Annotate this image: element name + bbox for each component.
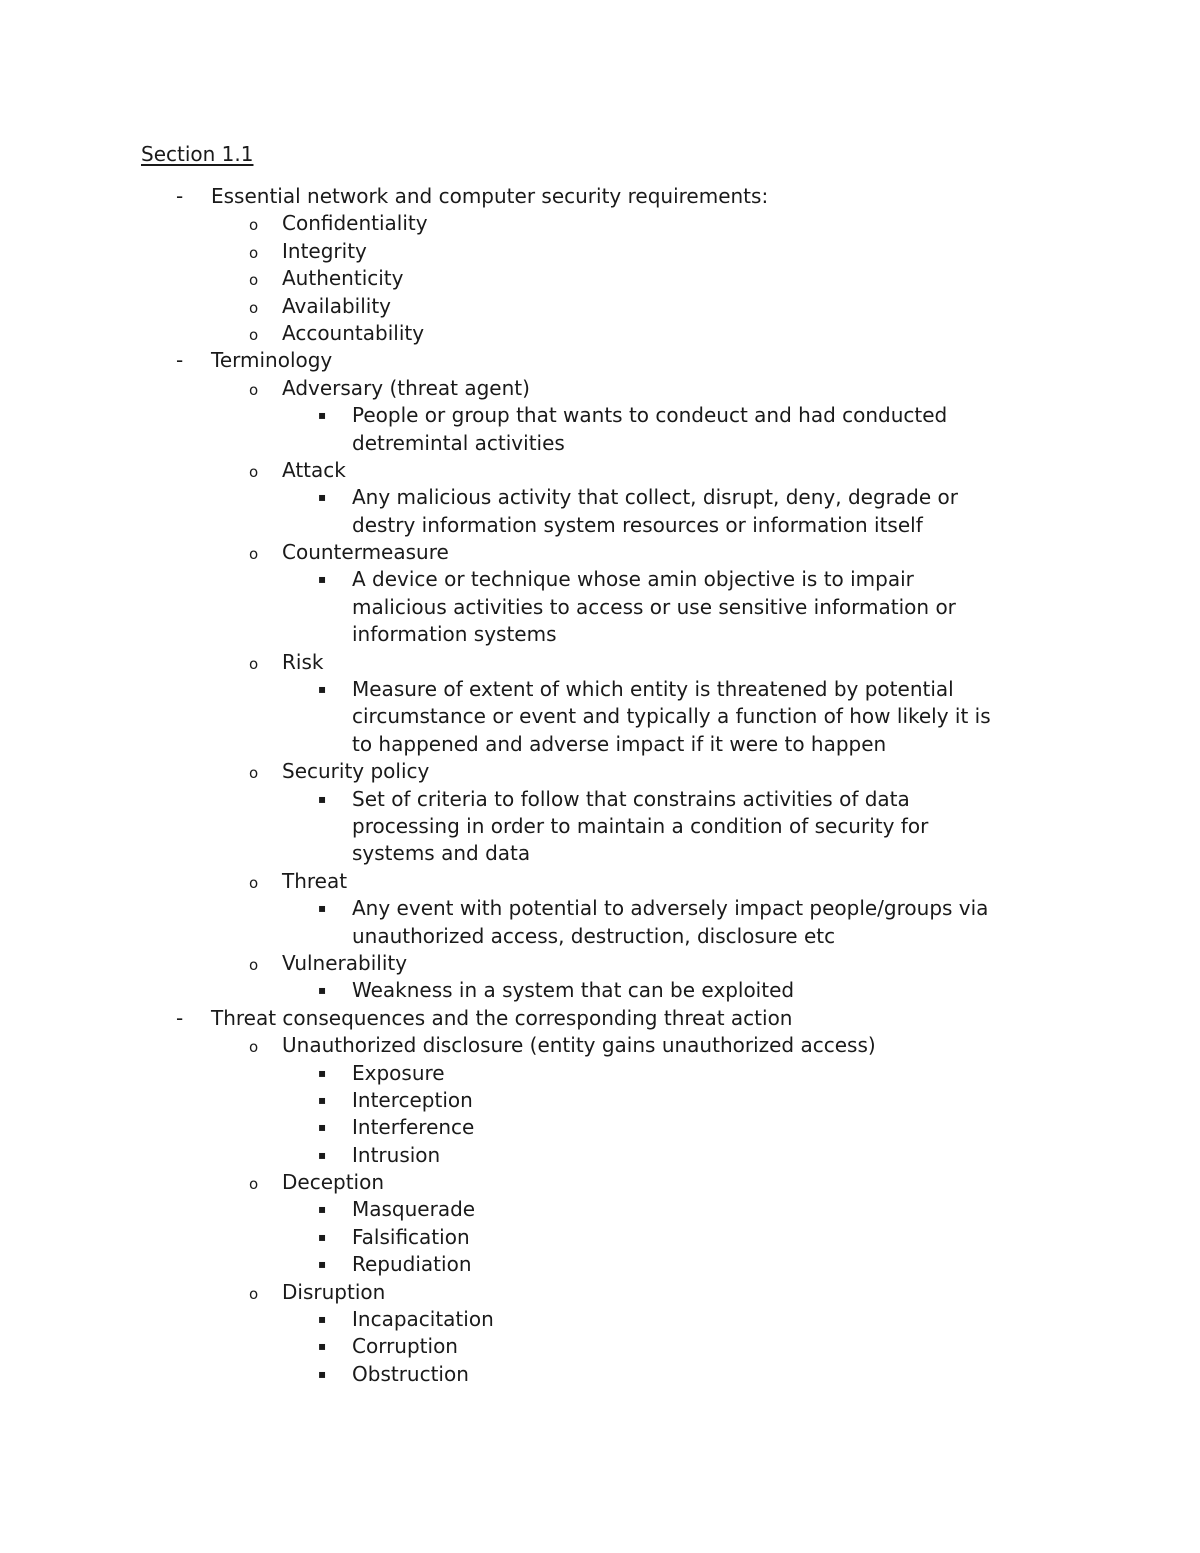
list-item-level-1-line (0, 1005, 1200, 1032)
list-item-level-3-line (0, 731, 1200, 758)
bullet-marker-level-3: ▪ (318, 1147, 327, 1162)
bullet-marker-level-3: ▪ (318, 408, 327, 423)
bullet-marker-level-2: o (249, 545, 259, 564)
bullet-marker-level-1: - (176, 1005, 184, 1030)
list-item-level-2-text: Deception (282, 1170, 385, 1195)
bullet-marker-level-3: ▪ (318, 1366, 327, 1381)
list-item-level-3-text: Repudiation (352, 1252, 472, 1277)
bullet-marker-level-1: - (176, 184, 184, 208)
list-item-level-3-line (0, 895, 1200, 922)
list-item-level-3-line (0, 1087, 1200, 1114)
list-item-level-2-text: Threat (282, 868, 348, 893)
list-item-level-2-line (0, 375, 1200, 402)
list-item-level-3-line (0, 1251, 1200, 1278)
bullet-marker-level-3: ▪ (318, 983, 327, 998)
list-item-level-2-line (0, 320, 1200, 347)
list-item-level-3-text: Exposure (352, 1060, 445, 1085)
bullet-marker-level-2: o (249, 873, 259, 892)
list-item-level-3-line (0, 786, 1200, 813)
list-item-level-3-line (0, 1361, 1200, 1388)
list-item-level-3-line (0, 512, 1200, 539)
bullet-marker-level-3: ▪ (318, 791, 327, 806)
list-item-level-2-text: Risk (282, 649, 324, 674)
list-item-level-3-text: malicious activities to access or use sensitive information or (352, 594, 956, 619)
list-item-level-3-line (0, 840, 1200, 867)
list-item-level-3-text: circumstance or event and typically a function of how likely it is (352, 704, 991, 729)
list-item-level-2-line (0, 868, 1200, 895)
list-item-level-3-line (0, 676, 1200, 703)
list-item-level-3-text: systems and data (352, 841, 531, 866)
bullet-marker-level-2: o (249, 271, 259, 290)
bullet-marker-level-3: ▪ (318, 901, 327, 916)
bullet-marker-level-3: ▪ (318, 490, 327, 505)
bullet-marker-level-3: ▪ (318, 1257, 327, 1272)
list-item-level-3-text: A device or technique whose amin objective is to impair (352, 567, 914, 592)
bullet-marker-level-3: ▪ (318, 1229, 327, 1244)
bullet-marker-level-3: ▪ (318, 1065, 327, 1080)
list-item-level-2-text: Confidentiality (282, 211, 428, 236)
list-item-level-3-line (0, 594, 1200, 621)
list-item-level-2-text: Accountability (282, 320, 425, 345)
list-item-level-3-line (0, 484, 1200, 511)
list-item-level-2-text: Integrity (282, 238, 367, 263)
list-item-level-2-line (0, 758, 1200, 785)
bullet-marker-level-3: ▪ (318, 1339, 327, 1354)
bullet-marker-level-3: ▪ (318, 572, 327, 587)
bullet-marker-level-1: - (176, 348, 184, 373)
list-item-level-3-text: Interception (352, 1087, 473, 1112)
list-item-level-3-line (0, 977, 1200, 1004)
list-item-level-2-text: Disruption (282, 1279, 386, 1304)
list-item-level-3-text: Corruption (352, 1334, 458, 1359)
list-item-level-2-text: Countermeasure (282, 540, 449, 565)
list-item-level-3-line (0, 1196, 1200, 1223)
list-item-level-2-line (0, 265, 1200, 292)
list-item-level-2-text: Adversary (threat agent) (282, 375, 530, 400)
bullet-marker-level-2: o (249, 325, 259, 344)
list-item-level-3-text: unauthorized access, destruction, disclosure etc (352, 923, 836, 948)
list-item-level-3-text: Incapacitation (352, 1307, 494, 1332)
outline-list (0, 183, 1200, 1388)
list-item-level-3-text: Weakness in a system that can be exploited (352, 978, 795, 1003)
list-item-level-3-line (0, 566, 1200, 593)
list-item-level-3-text: Any malicious activity that collect, disrupt, deny, degrade or (352, 485, 958, 510)
list-item-level-3-line (0, 813, 1200, 840)
bullet-marker-level-3: ▪ (318, 1092, 327, 1107)
list-item-level-2-line (0, 210, 1200, 237)
list-item-level-3-line (0, 1114, 1200, 1141)
list-item-level-1-line (0, 183, 1200, 210)
bullet-marker-level-2: o (249, 955, 259, 974)
bullet-marker-level-2: o (249, 243, 259, 262)
bullet-marker-level-3: ▪ (318, 682, 327, 697)
list-item-level-3-text: Interference (352, 1115, 475, 1140)
list-item-level-3-text: Masquerade (352, 1197, 476, 1222)
list-item-level-3-text: People or group that wants to condeuct and had conducted (352, 403, 948, 428)
list-item-level-3-text: to happened and adverse impact if it were to happen (352, 731, 887, 756)
bullet-marker-level-3: ▪ (318, 1312, 327, 1327)
bullet-marker-level-2: o (249, 764, 259, 783)
list-item-level-3-text: information systems (352, 622, 557, 647)
list-item-level-2-line (0, 457, 1200, 484)
list-item-level-3-line (0, 1060, 1200, 1087)
bullet-marker-level-2: o (249, 654, 259, 673)
bullet-marker-level-2: o (249, 1038, 259, 1057)
list-item-level-3-text: Any event with potential to adversely impact people/groups via (352, 896, 989, 921)
list-item-level-3-text: Obstruction (352, 1361, 469, 1386)
bullet-marker-level-2: o (249, 216, 259, 235)
list-item-level-3-text: processing in order to maintain a condition of security for (352, 813, 929, 838)
list-item-level-3-line (0, 430, 1200, 457)
list-item-level-2-text: Availability (282, 293, 392, 318)
list-item-level-2-text: Vulnerability (282, 950, 408, 975)
list-item-level-2-text: Authenticity (282, 266, 404, 291)
list-item-level-3-text: Set of criteria to follow that constrains activities of data (352, 786, 910, 811)
list-item-level-1-text: Threat consequences and the corresponding threat action (211, 1005, 793, 1030)
list-item-level-3-line (0, 1333, 1200, 1360)
list-item-level-2-text: Attack (282, 457, 346, 482)
list-item-level-2-line (0, 539, 1200, 566)
bullet-marker-level-2: o (249, 380, 259, 399)
list-item-level-3-line (0, 621, 1200, 648)
bullet-marker-level-2: o (249, 1284, 259, 1303)
list-item-level-2-line (0, 1032, 1200, 1059)
list-item-level-2-line (0, 1279, 1200, 1306)
list-item-level-3-text: detremintal activities (352, 430, 565, 455)
list-item-level-2-line (0, 1169, 1200, 1196)
list-item-level-3-line (0, 402, 1200, 429)
list-item-level-2-line (0, 238, 1200, 265)
bullet-marker-level-3: ▪ (318, 1202, 327, 1217)
list-item-level-1-text: Terminology (211, 348, 333, 373)
section-heading: Section 1.1 (141, 142, 254, 166)
list-item-level-3-text: destry information system resources or information itself (352, 512, 923, 537)
list-item-level-3-text: Intrusion (352, 1142, 441, 1167)
bullet-marker-level-2: o (249, 1175, 259, 1194)
list-item-level-1-text: Essential network and computer security requirements: (211, 184, 769, 208)
list-item-level-2-line (0, 293, 1200, 320)
list-item-level-2-line (0, 950, 1200, 977)
list-item-level-3-line (0, 1224, 1200, 1251)
list-item-level-1-line (0, 347, 1200, 374)
list-item-level-3-line (0, 1142, 1200, 1169)
list-item-level-3-line (0, 923, 1200, 950)
bullet-marker-level-2: o (249, 298, 259, 317)
list-item-level-3-text: Measure of extent of which entity is threatened by potential (352, 677, 954, 702)
bullet-marker-level-3: ▪ (318, 1120, 327, 1135)
list-item-level-3-text: Falsification (352, 1224, 470, 1249)
list-item-level-3-line (0, 703, 1200, 730)
list-item-level-3-line (0, 1306, 1200, 1333)
list-item-level-2-line (0, 649, 1200, 676)
bullet-marker-level-2: o (249, 462, 259, 481)
list-item-level-2-text: Unauthorized disclosure (entity gains unauthorized access) (282, 1033, 876, 1058)
list-item-level-2-text: Security policy (282, 759, 430, 784)
